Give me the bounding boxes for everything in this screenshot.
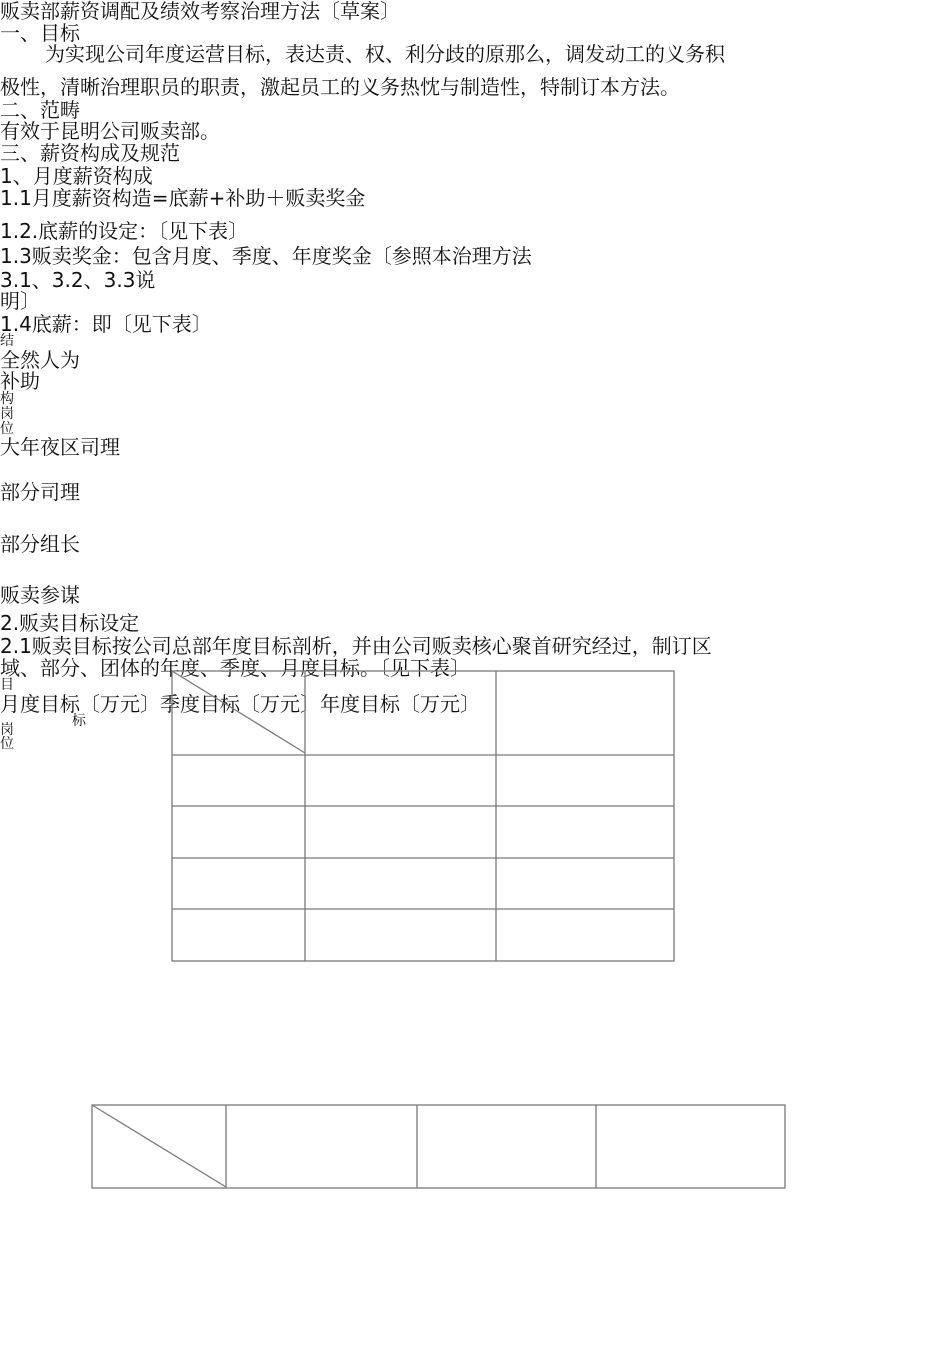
table-a-diagonal-header-line — [172, 671, 305, 753]
table-1-header-allowance: 补助 — [0, 369, 40, 393]
item-2: 2.贩卖目标设定 — [0, 611, 140, 635]
item-1-3-a: 1.3贩卖奖金：包含月度、季度、年度奖金〔参照本治理方法 — [0, 244, 532, 268]
table-1-header-fragment: 结 — [0, 333, 14, 349]
document-title: 贩卖部薪资调配及绩效考察治理方法〔草案〕 — [0, 0, 400, 23]
section-2-heading: 二、范畴 — [0, 98, 80, 122]
section-3-heading: 三、薪资构成及规范 — [0, 141, 180, 165]
section-2-body: 有效于昆明公司贩卖部。 — [0, 119, 220, 143]
item-2-1-b: 域、部分、团体的年度、季度、月度目标。〔见下表〕 — [0, 656, 470, 680]
section-1-line-1: 为实现公司年度运营目标，表达责、权、利分歧的原那么，调发动工的义务积 — [45, 42, 725, 66]
item-1: 1、月度薪资构成 — [0, 164, 153, 188]
item-1-3-c: 明〕 — [0, 289, 40, 313]
table-b-diagonal-header-line — [92, 1105, 226, 1187]
section-1-line-2: 极性，清晰治理职员的职责，激起员工的义务热忱与制造性，特制订本方法。 — [0, 75, 680, 99]
item-1-2: 1.2.底薪的设定：〔见下表〕 — [0, 219, 249, 243]
table-1-header-fragment: 岗 — [0, 406, 14, 422]
table-1-row-label: 贩卖参谋 — [0, 583, 80, 607]
item-1-1: 1.1月度薪资构造=底薪+补助＋贩卖奖金 — [0, 186, 366, 210]
table-1-row-label: 大年夜区司理 — [0, 435, 120, 459]
table-b-border — [92, 1105, 785, 1188]
item-1-3-b: 3.1、3.2、3.3说 — [0, 268, 156, 292]
section-1-heading: 一、目标 — [0, 21, 80, 45]
table-a-border — [172, 671, 674, 961]
table-1-row-label: 部分组长 — [0, 532, 80, 556]
table-2-header-fragment: 标 — [72, 713, 86, 729]
item-2-1-a: 2.1贩卖目标按公司总部年度目标剖析，并由公司贩卖核心聚首研究经过，制订区 — [0, 634, 712, 658]
table-2-header-fragment: 目 — [0, 677, 14, 693]
table-1-header-fragment: 构 — [0, 391, 14, 407]
table-2-header-fragment: 岗 — [0, 722, 14, 738]
table-1-header-fragment: 位 — [0, 421, 14, 437]
table-2-column-headers: 月度目标〔万元〕季度目标〔万元〕年度目标〔万元〕 — [0, 692, 480, 716]
table-1-row-label: 部分司理 — [0, 480, 80, 504]
item-1-4: 1.4底薪：即〔见下表〕 — [0, 312, 212, 336]
table-2-header-fragment: 位 — [0, 736, 14, 752]
table-1-header-base-salary: 全然人为 — [0, 348, 80, 372]
